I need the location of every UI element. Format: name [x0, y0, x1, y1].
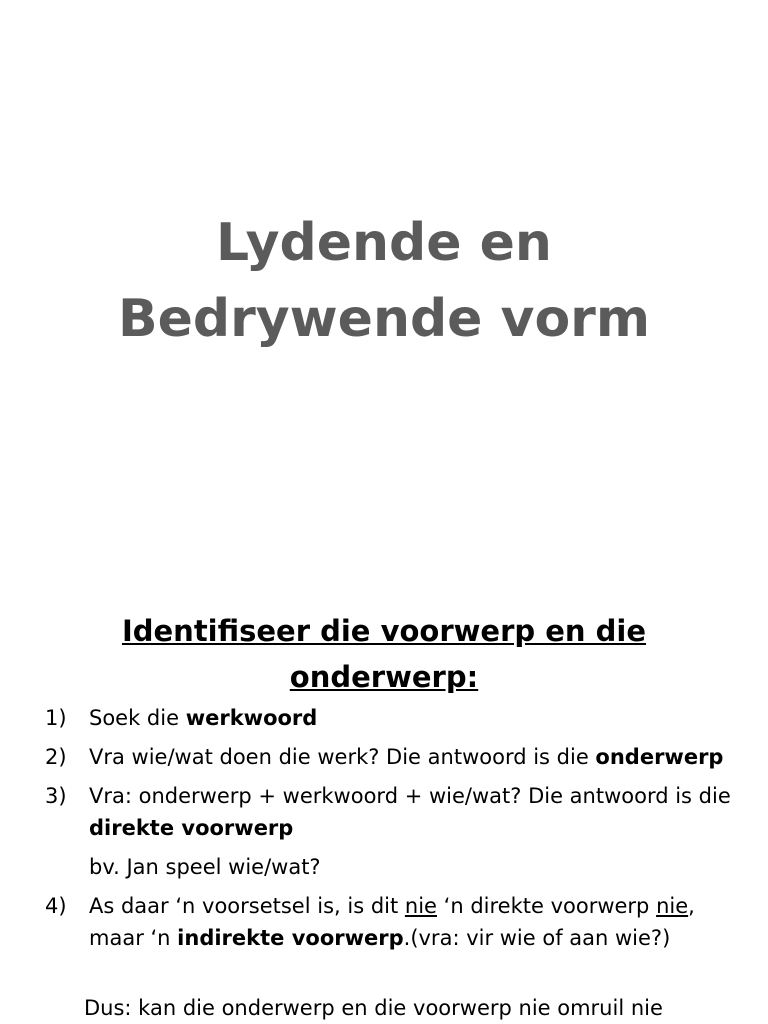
step-text: Soek die	[89, 706, 186, 730]
section-heading	[0, 608, 768, 700]
step-number: 1)	[45, 706, 67, 730]
list-item	[42, 890, 742, 954]
conclusion-text: Dus: kan die onderwerp en die voorwerp nie omruil nie	[84, 996, 663, 1020]
step-bold-term: indirekte voorwerp	[177, 926, 404, 950]
step-number: 3)	[45, 784, 67, 808]
slide-title-line-1: Lydende en	[216, 213, 552, 273]
list-item	[42, 741, 742, 773]
step-bold-term: direkte voorwerp	[89, 816, 294, 840]
underlined-word: nie	[656, 894, 689, 918]
example-line: bv. Jan speel wie/wat?	[89, 855, 321, 879]
section-heading-line-2: onderwerp:	[289, 660, 479, 694]
step-number: 2)	[45, 745, 67, 769]
step-text: .(vra: vir wie of aan wie?)	[403, 926, 671, 950]
step-text: , maar ‘n	[89, 894, 695, 950]
step-number: 4)	[45, 894, 67, 918]
underlined-word: nie	[404, 894, 437, 918]
step-text: ‘n direkte voorwerp	[436, 894, 657, 918]
step-bold-term: werkwoord	[185, 706, 318, 730]
list-item	[42, 702, 742, 734]
step-bold-term: onderwerp	[595, 745, 724, 769]
step-text: As daar ‘n voorsetsel is, is dit	[89, 894, 405, 918]
slide-title	[0, 205, 768, 357]
list-item	[42, 780, 742, 844]
step-text: Vra wie/wat doen die werk? Die antwoord is die	[89, 745, 596, 769]
step-text: Vra: onderwerp + werkwoord + wie/wat? Die antwoord is die	[89, 784, 731, 808]
slide-title-line-2: Bedrywende vorm	[117, 289, 651, 349]
section-heading-line-1: Identifiseer die voorwerp en die	[121, 614, 647, 648]
steps-list	[42, 702, 742, 961]
